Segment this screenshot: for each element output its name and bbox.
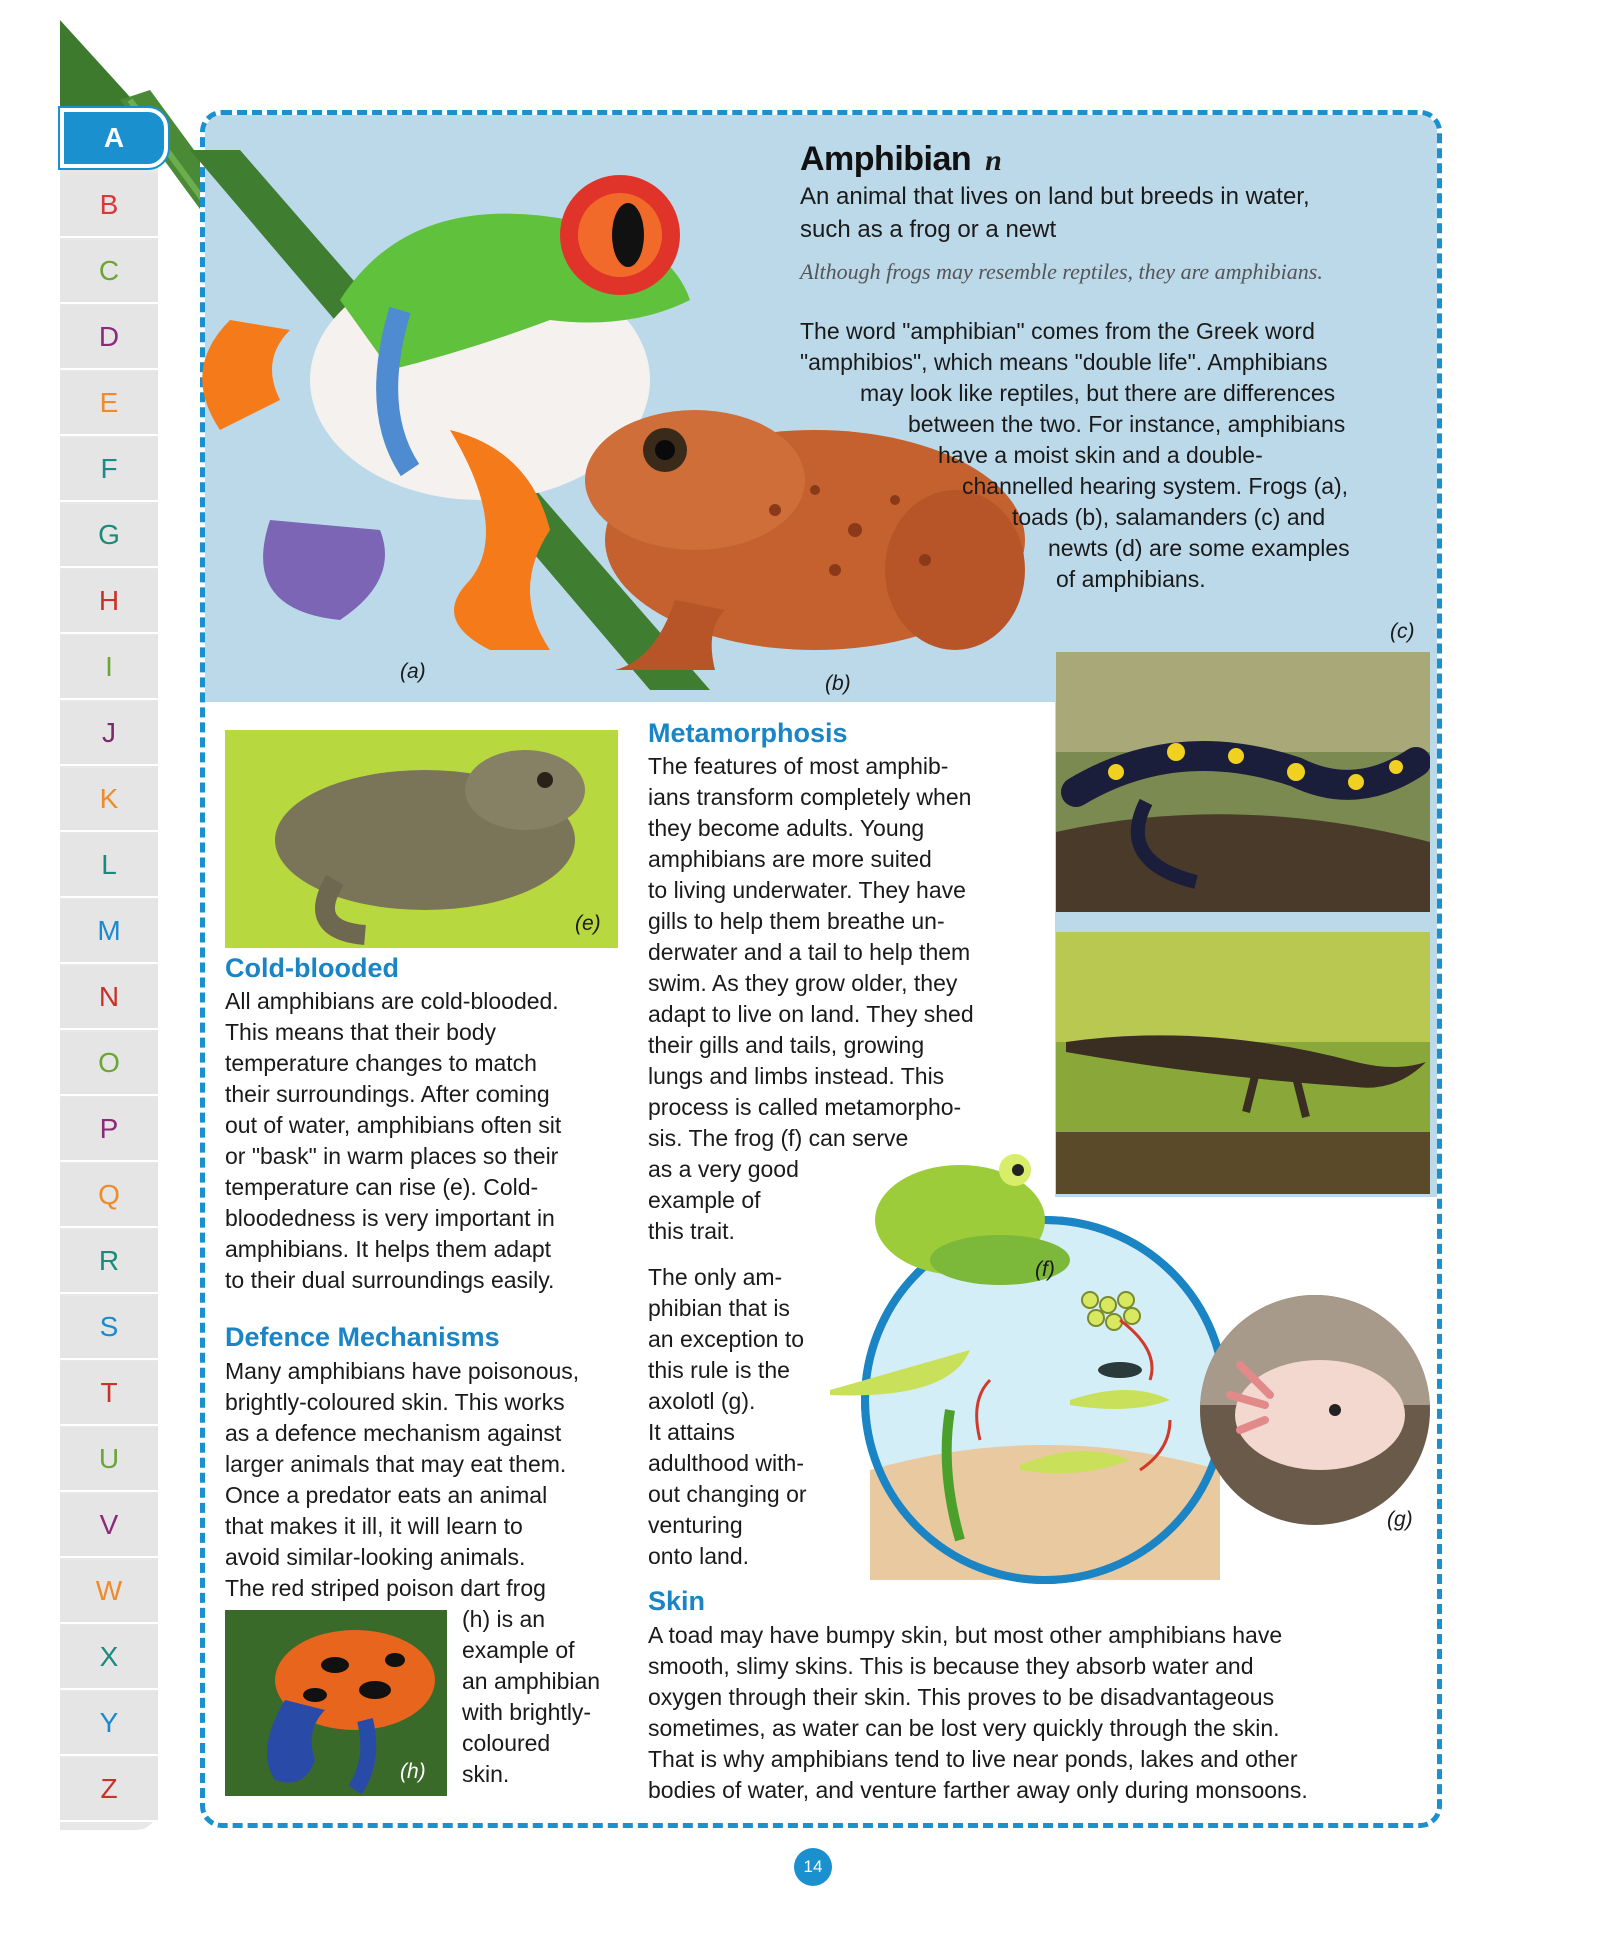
- alphabet-tab-d[interactable]: D: [60, 306, 158, 370]
- alphabet-tab-x[interactable]: X: [60, 1626, 158, 1690]
- alphabet-tab-z[interactable]: Z: [60, 1758, 158, 1822]
- axolotl-line: this rule is the: [648, 1357, 790, 1383]
- metamorphosis-line: to living underwater. They have: [648, 877, 966, 903]
- intro-line: The word "amphibian" comes from the Greek word: [800, 318, 1315, 344]
- axolotl-line: an exception to: [648, 1326, 805, 1352]
- metamorphosis-line: amphibians are more suited: [648, 846, 932, 872]
- defence-line: avoid similar-looking animals.: [225, 1544, 526, 1570]
- cold-blooded-line: to their dual surroundings easily.: [225, 1267, 555, 1293]
- alphabet-tab-v[interactable]: V: [60, 1494, 158, 1558]
- headword-block: [800, 140, 1420, 285]
- skin-line: bodies of water, and venture farther away only during monsoons.: [648, 1777, 1308, 1803]
- alphabet-tab-k[interactable]: K: [60, 768, 158, 832]
- alphabet-tab-f[interactable]: F: [60, 438, 158, 502]
- defence-side-line: an amphibian: [462, 1668, 601, 1694]
- metamorphosis-line: swim. As they grow older, they: [648, 970, 958, 996]
- alphabet-tab-u[interactable]: U: [60, 1428, 158, 1492]
- caption-f: (f): [1035, 1258, 1055, 1281]
- fire-salamander-image: [1056, 652, 1430, 912]
- metamorphosis-heading: Metamorphosis: [648, 718, 848, 748]
- intro-line: have a moist skin and a double-: [938, 442, 1263, 468]
- alphabet-tab-e[interactable]: E: [60, 372, 158, 436]
- alphabet-tab-p[interactable]: P: [60, 1098, 158, 1162]
- defence-line: The red striped poison dart frog: [225, 1575, 546, 1601]
- caption-c: (c): [1390, 620, 1415, 643]
- axolotl-line: It attains: [648, 1419, 735, 1445]
- alphabet-tab-n[interactable]: N: [60, 966, 158, 1030]
- defence-side-line: example of: [462, 1637, 575, 1663]
- definition-line: such as a frog or a newt: [800, 216, 1057, 243]
- defence-side-line: coloured: [462, 1730, 551, 1756]
- alphabet-tab-g[interactable]: G: [60, 504, 158, 568]
- intro-line: toads (b), salamanders (c) and: [1012, 504, 1326, 530]
- cold-blooded-line: or "bask" in warm places so their: [225, 1143, 559, 1169]
- defence-line: larger animals that may eat them.: [225, 1451, 567, 1477]
- frog-life-cycle-diagram: [790, 1140, 1240, 1590]
- alphabet-tab-b[interactable]: B: [60, 174, 158, 238]
- defence-line: as a defence mechanism against: [225, 1420, 562, 1446]
- metamorphosis-line: derwater and a tail to help them: [648, 939, 971, 965]
- metamorphosis-line: gills to help them breathe un-: [648, 908, 945, 934]
- metamorphosis-line: The features of most amphib-: [648, 753, 949, 779]
- axolotl-line: out changing or: [648, 1481, 807, 1507]
- skin-line: A toad may have bumpy skin, but most other amphibians have: [648, 1622, 1283, 1648]
- intro-line: of amphibians.: [1056, 566, 1206, 592]
- cold-blooded-line: temperature can rise (e). Cold-: [225, 1174, 539, 1200]
- caption-h: (h): [400, 1760, 426, 1783]
- metamorphosis-line: their gills and tails, growing: [648, 1032, 925, 1058]
- cold-blooded-line: amphibians. It helps them adapt: [225, 1236, 552, 1262]
- headword-title: Amphibian: [800, 140, 972, 178]
- intro-line: between the two. For instance, amphibians: [908, 411, 1346, 437]
- metamorphosis-line: ians transform completely when: [648, 784, 972, 810]
- alphabet-tab-t[interactable]: T: [60, 1362, 158, 1426]
- axolotl-line: axolotl (g).: [648, 1388, 756, 1414]
- cold-blooded-line: their surroundings. After coming: [225, 1081, 550, 1107]
- cold-blooded-line: All amphibians are cold-blooded.: [225, 988, 559, 1014]
- metamorphosis-line: example of: [648, 1187, 761, 1213]
- alphabet-tab-l[interactable]: L: [60, 834, 158, 898]
- cold-blooded-line: This means that their body: [225, 1019, 497, 1045]
- definition-line: An animal that lives on land but breeds in water,: [800, 183, 1310, 210]
- metamorphosis-line: as a very good: [648, 1156, 799, 1182]
- caption-g: (g): [1387, 1508, 1413, 1531]
- alphabet-tab-c[interactable]: C: [60, 240, 158, 304]
- metamorphosis-line: adapt to live on land. They shed: [648, 1001, 974, 1027]
- axolotl-image: [1200, 1295, 1430, 1525]
- alphabet-tab-s[interactable]: S: [60, 1296, 158, 1360]
- defence-line: Many amphibians have poisonous,: [225, 1358, 580, 1384]
- alphabet-tab-y[interactable]: Y: [60, 1692, 158, 1756]
- metamorphosis-line: they become adults. Young: [648, 815, 925, 841]
- alphabet-tab-q[interactable]: Q: [60, 1164, 158, 1228]
- intro-line: newts (d) are some examples: [1048, 535, 1350, 561]
- cold-blooded-line: temperature changes to match: [225, 1050, 537, 1076]
- intro-line: "amphibios", which means "double life". Amphibians: [800, 349, 1328, 375]
- page-number: 14: [794, 1848, 832, 1886]
- alphabet-tab-h[interactable]: H: [60, 570, 158, 634]
- alphabet-tab-o[interactable]: O: [60, 1032, 158, 1096]
- skin-heading: Skin: [648, 1586, 706, 1616]
- cold-blooded-heading: Cold-blooded: [225, 953, 399, 983]
- basking-toad-image: [225, 730, 618, 948]
- part-of-speech: n: [985, 144, 1002, 177]
- defence-line: that makes it ill, it will learn to: [225, 1513, 523, 1539]
- axolotl-line: venturing: [648, 1512, 743, 1538]
- alphabet-tab-m[interactable]: M: [60, 900, 158, 964]
- alphabet-tab-j[interactable]: J: [60, 702, 158, 766]
- skin-line: smooth, slimy skins. This is because they absorb water and: [648, 1653, 1254, 1679]
- axolotl-line: onto land.: [648, 1543, 750, 1569]
- defence-line: brightly-coloured skin. This works: [225, 1389, 565, 1415]
- defence-side-line: skin.: [462, 1761, 510, 1787]
- intro-line: may look like reptiles, but there are differences: [860, 380, 1336, 406]
- defence-side-line: with brightly-: [462, 1699, 592, 1725]
- caption-a: (a): [400, 660, 426, 683]
- alphabet-tab-w[interactable]: W: [60, 1560, 158, 1624]
- axolotl-line: The only am-: [648, 1264, 783, 1290]
- skin-line: sometimes, as water can be lost very quickly through the skin.: [648, 1715, 1280, 1741]
- cold-blooded-line: bloodedness is very important in: [225, 1205, 555, 1231]
- example-sentence: Although frogs may resemble reptiles, they are amphibians.: [800, 259, 1323, 284]
- cold-blooded-line: out of water, amphibians often sit: [225, 1112, 562, 1138]
- skin-line: oxygen through their skin. This proves to be disadvantageous: [648, 1684, 1275, 1710]
- axolotl-line: phibian that is: [648, 1295, 790, 1321]
- caption-e: (e): [575, 912, 601, 935]
- caption-b: (b): [825, 672, 851, 695]
- metamorphosis-line: lungs and limbs instead. This: [648, 1063, 945, 1089]
- defence-side-line: (h) is an: [462, 1606, 546, 1632]
- alphabet-tab-a[interactable]: A: [60, 108, 168, 168]
- axolotl-line: adulthood with-: [648, 1450, 804, 1476]
- metamorphosis-line: sis. The frog (f) can serve: [648, 1125, 909, 1151]
- alphabet-tab-r[interactable]: R: [60, 1230, 158, 1294]
- metamorphosis-line: process is called metamorpho-: [648, 1094, 962, 1120]
- skin-line: That is why amphibians tend to live near ponds, lakes and other: [648, 1746, 1298, 1772]
- metamorphosis-line: this trait.: [648, 1218, 735, 1244]
- alphabet-index: [60, 108, 158, 1830]
- intro-line: channelled hearing system. Frogs (a),: [962, 473, 1349, 499]
- defence-line: Once a predator eats an animal: [225, 1482, 548, 1508]
- alphabet-tab-i[interactable]: I: [60, 636, 158, 700]
- defence-heading: Defence Mechanisms: [225, 1322, 500, 1352]
